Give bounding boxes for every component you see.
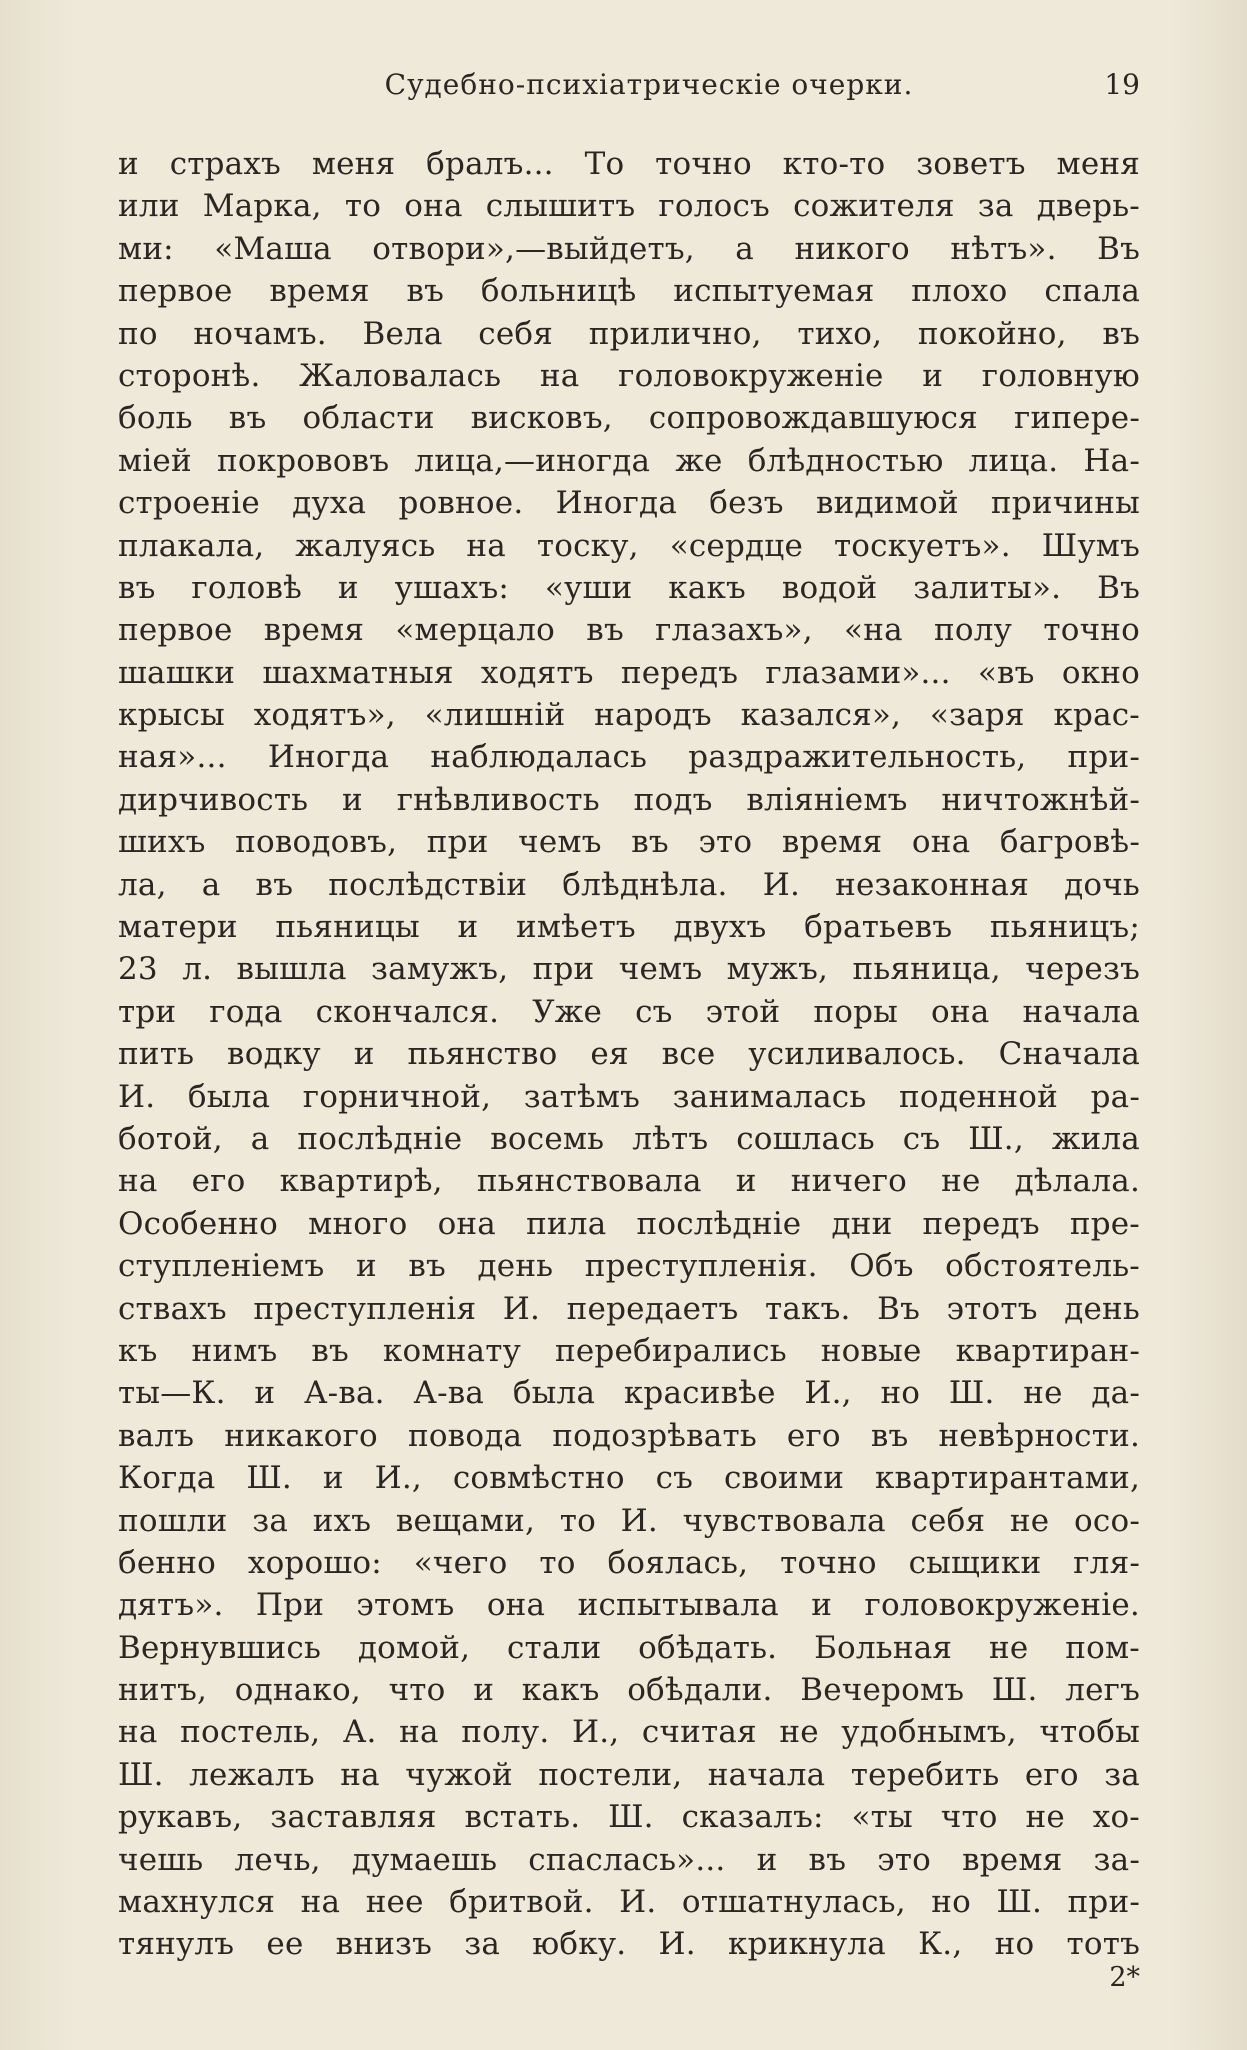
text-line: Вернувшись домой, стали обѣдать. Больная не пом- [118,1629,1140,1666]
text-line: къ нимъ въ комнату перебирались новые квартиран- [118,1332,1140,1369]
text-line: и страхъ меня бралъ... То точно кто-то зоветъ меня [118,146,1140,182]
text-line: матери пьяницы и имѣетъ двухъ братьевъ пьяницъ; [118,909,1140,946]
text-line: ла, а въ послѣдствiи блѣднѣла. И. незаконная дочь [118,866,1140,903]
text-line: мiей покрововъ лица,—иногда же блѣдностью лица. На- [118,442,1140,479]
text-line: бенно хорошо: «чего то боялась, точно сыщики гля- [118,1544,1140,1581]
text-line: крысы ходятъ», «лишнiй народъ казался», «заря крас- [118,697,1140,734]
text-line: по ночамъ. Вела себя прилично, тихо, покойно, въ [118,315,1140,352]
text-line: ная»... Иногда наблюдалась раздражительность, при- [118,739,1140,776]
text-line: тянулъ ее внизъ за юбку. И. крикнула К., но тотъ [118,1926,1140,1963]
text-line: ми: «Маша отвори»,—выйдетъ, а никого нѣтъ». Въ [118,230,1140,267]
text-line: первое время въ больницѣ испытуемая плохо спала [118,273,1140,310]
text-line: И. была горничной, затѣмъ занималась поденной ра- [118,1078,1140,1115]
text-line: чешь лечь, думаешь спаслась»... и въ это время за- [118,1841,1140,1878]
text-line: дятъ». При этомъ она испытывала и головокруженiе. [118,1587,1140,1624]
text-line: на постель, А. на полу. И., считая не удобнымъ, чтобы [118,1714,1140,1751]
page-number: 19 [1104,68,1140,101]
text-line: шашки шахматныя ходятъ передъ глазами»... «въ окно [118,654,1140,691]
running-title: Судебно-психiатрическiе очерки. [384,68,914,101]
text-line: на его квартирѣ, пьянствовала и ничего не дѣлала. [118,1163,1140,1200]
text-line: 23 л. вышла замужъ, при чемъ мужъ, пьяница, черезъ [118,951,1140,988]
text-line: боль въ области висковъ, сопровождавшуюся гипере- [118,400,1140,437]
text-line: плакала, жалуясь на тоску, «сердце тоскуетъ». Шумъ [118,527,1140,564]
body-text [118,143,1140,1966]
text-line: пошли за ихъ вещами, то И. чувствовала себя не осо- [118,1502,1140,1539]
text-line: пить водку и пьянство ея все усиливалось. Сначала [118,1036,1140,1073]
text-line: или Марка, то она слышитъ голосъ сожителя за дверь- [118,188,1140,225]
signature-mark: 2* [1109,1962,1140,1993]
text-line: въ головѣ и ушахъ: «уши какъ водой залиты». Въ [118,569,1140,606]
page-header [118,68,1140,108]
text-line: дирчивость и гнѣвливость подъ влiянiемъ ничтожнѣй- [118,781,1140,818]
text-line: ботой, а послѣднiе восемь лѣтъ сошлась съ Ш., жила [118,1120,1140,1157]
text-line: ствахъ преступленiя И. передаетъ такъ. Въ этотъ день [118,1290,1140,1327]
text-line: валъ никакого повода подозрѣвать его въ невѣрности. [118,1417,1140,1454]
text-line: строенiе духа ровное. Иногда безъ видимой причины [118,485,1140,522]
text-line: ступленiемъ и въ день преступленiя. Объ обстоятель- [118,1248,1140,1285]
text-line: Когда Ш. и И., совмѣстно съ своими квартирантами, [118,1460,1140,1497]
text-line: Ш. лежалъ на чужой постели, начала теребить его за [118,1756,1140,1793]
text-line: рукавъ, заставляя встать. Ш. сказалъ: «ты что не хо- [118,1799,1140,1836]
text-line: нитъ, однако, что и какъ обѣдали. Вечеромъ Ш. легъ [118,1672,1140,1709]
text-line: ты—К. и А-ва. А-ва была красивѣе И., но Ш. не да- [118,1375,1140,1412]
text-line: сторонѣ. Жаловалась на головокруженiе и головную [118,357,1140,394]
text-line: шихъ поводовъ, при чемъ въ это время она багровѣ- [118,824,1140,861]
text-line: первое время «мерцало въ глазахъ», «на полу точно [118,612,1140,649]
text-line: три года скончался. Уже съ этой поры она начала [118,993,1140,1030]
text-line: махнулся на нее бритвой. И. отшатнулась, но Ш. при- [118,1884,1140,1921]
text-line: Особенно много она пила послѣднiе дни передъ пре- [118,1205,1140,1242]
